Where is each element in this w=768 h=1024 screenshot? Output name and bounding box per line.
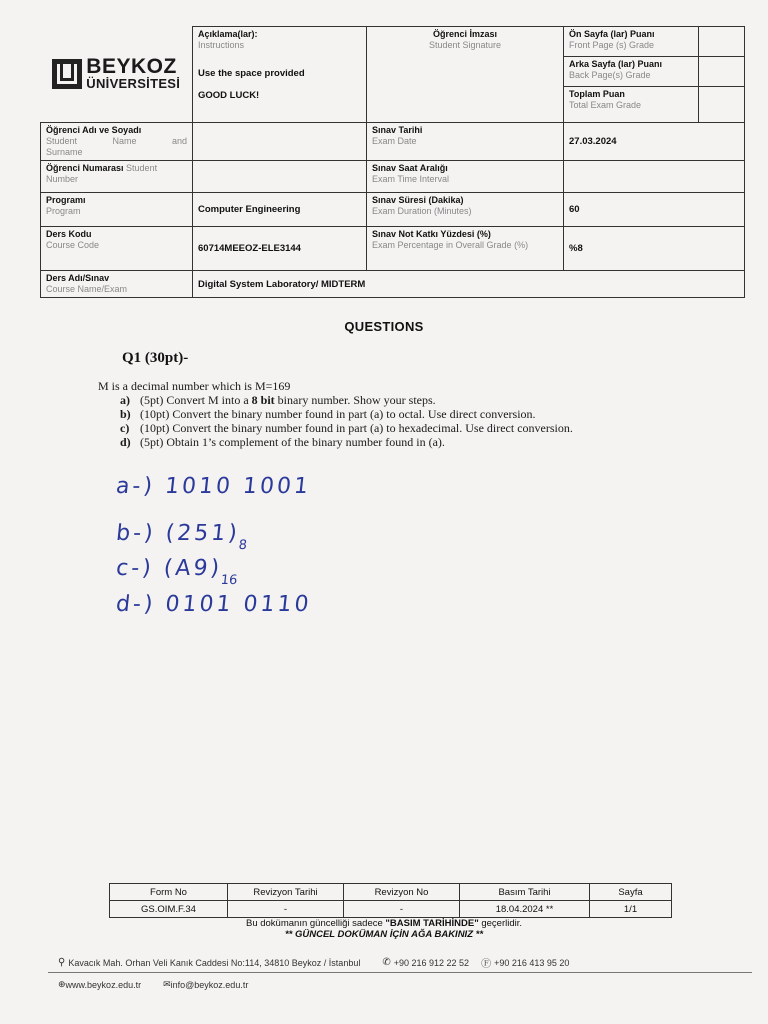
- course-code-label-en: Course Code: [46, 240, 100, 250]
- instructions-line-2: GOOD LUCK!: [198, 90, 260, 101]
- contact-line: [58, 955, 569, 970]
- answer-b-subscript: 8: [237, 538, 248, 554]
- back-grade-label-tr: Arka Sayfa (lar) Puanı: [569, 59, 663, 69]
- q1-body: [98, 379, 573, 449]
- instructions-label-en: Instructions: [198, 40, 245, 50]
- student-name-label-en-4: Surname: [46, 147, 83, 157]
- exam-percentage-label-tr: Sınav Not Katkı Yüzdesi (%): [372, 229, 491, 239]
- website-link[interactable]: www.beykoz.edu.tr: [65, 979, 142, 990]
- program-value: Computer Engineering: [198, 204, 301, 215]
- exam-duration-value-cell: [564, 193, 745, 227]
- exam-date-value-cell: [564, 123, 745, 161]
- exam-duration-label-cell: [367, 193, 564, 227]
- program-label-tr: Programı: [46, 195, 86, 205]
- signature-label-en: Student Signature: [428, 40, 502, 50]
- handwritten-answer-c: [114, 556, 240, 589]
- footer-note-2: ** GÜNCEL DOKÜMAN İÇİN AĞA BAKINIZ **: [284, 929, 484, 940]
- back-grade-label-en: Back Page(s) Grade: [569, 70, 651, 80]
- footer-header-print-date: Basım Tarihi: [460, 884, 590, 901]
- exam-date-label-cell: [367, 123, 564, 161]
- front-grade-box[interactable]: [699, 27, 744, 57]
- footer-value-form-no: GS.OIM.F.34: [110, 901, 228, 918]
- q1-item-letter: c): [120, 421, 130, 435]
- footer-note: [0, 918, 768, 929]
- course-name-value-cell: [193, 271, 745, 298]
- exam-interval-label-cell: [367, 161, 564, 193]
- footer-note-pre: Bu dokümanın güncelliği sadece: [245, 918, 386, 929]
- course-code-value: 60714MEEOZ-ELE3144: [198, 243, 301, 254]
- footer-value-revision-date: -: [228, 901, 344, 918]
- logo-text-beykoz: BEYKOZ: [86, 55, 177, 79]
- phone-icon: ✆: [382, 957, 391, 968]
- student-name-label-en-1: Student: [46, 136, 78, 146]
- program-label-cell: [41, 193, 193, 227]
- q1-item-a-bold: 8 bit: [251, 393, 275, 407]
- exam-date-label-tr: Sınav Tarihi: [372, 125, 423, 135]
- student-name-label-tr: Öğrenci Adı ve Soyadı: [46, 125, 142, 135]
- questions-heading: QUESTIONS: [344, 319, 424, 334]
- q1-item-d: [120, 435, 573, 449]
- exam-duration-label-tr: Sınav Süresi (Dakika): [372, 195, 464, 205]
- front-grade-label-tr: Ön Sayfa (lar) Puanı: [569, 29, 655, 39]
- grade-labels-cell: [564, 27, 699, 123]
- student-name-label-cell: [41, 123, 193, 161]
- instructions-label-tr: Açıklama(lar):: [198, 29, 258, 39]
- program-label-en: Program: [46, 206, 81, 216]
- handwritten-answer-b: [114, 521, 250, 554]
- exam-percentage-value: %8: [569, 243, 583, 254]
- footer-value-print-date: 18.04.2024 **: [460, 901, 590, 918]
- q1-item-c: [120, 421, 573, 435]
- handwritten-answer-d: d-) 0101 0110: [114, 592, 313, 617]
- footer-note-post: geçerlidir.: [478, 918, 523, 929]
- student-name-label-en-3: and: [171, 136, 187, 146]
- document-control-table: [109, 883, 672, 918]
- exam-header-table: [40, 26, 745, 298]
- exam-percentage-value-cell: [564, 227, 745, 271]
- globe-icon: ⊕: [58, 979, 66, 989]
- student-number-label-cell: [41, 161, 193, 193]
- location-pin-icon: ⚲: [58, 957, 66, 968]
- address-text: Kavacık Mah. Orhan Veli Kanık Caddesi No:114, 34810 Beykoz / İstanbul: [68, 957, 361, 968]
- university-logo: [41, 27, 193, 123]
- student-number-label-en-a: Student: [126, 163, 158, 173]
- back-grade-box[interactable]: [699, 57, 744, 87]
- exam-percentage-label-en: Exam Percentage in Overall Grade (%): [372, 240, 529, 250]
- answer-c-main: c-) (A9): [114, 556, 224, 581]
- handwritten-answer-a: a-) 1010 1001: [114, 474, 313, 499]
- course-code-label-tr: Ders Kodu: [46, 229, 92, 239]
- q1-item-text: (10pt) Convert the binary number found in part (a) to octal. Use direct conversion.: [140, 407, 536, 421]
- logo-text-universitesi: ÜNİVERSİTESİ: [86, 76, 181, 92]
- student-signature-field[interactable]: [367, 27, 564, 123]
- program-value-cell: [193, 193, 367, 227]
- footer-value-revision-no: -: [344, 901, 460, 918]
- exam-duration-label-en: Exam Duration (Minutes): [372, 206, 472, 216]
- instructions-cell: [193, 27, 367, 123]
- exam-interval-label-tr: Sınav Saat Aralığı: [372, 163, 448, 173]
- logo-mark-icon: [52, 59, 82, 89]
- footer-header-page: Sayfa: [590, 884, 672, 901]
- answer-c-subscript: 16: [219, 573, 239, 589]
- exam-date-label-en: Exam Date: [372, 136, 417, 146]
- instructions-line-1: Use the space provided: [198, 68, 305, 79]
- q1-intro: M is a decimal number which is M=169: [98, 379, 291, 393]
- footer-header-revision-no: Revizyon No: [344, 884, 460, 901]
- total-grade-label-tr: Toplam Puan: [569, 89, 625, 99]
- q1-item-a-pre: (5pt) Convert M into a: [140, 393, 252, 407]
- exam-date-value: 27.03.2024: [569, 136, 617, 147]
- q1-item-letter: b): [120, 407, 131, 421]
- student-name-label-en-2: Name: [112, 136, 137, 146]
- q1-item-letter: d): [120, 435, 131, 449]
- exam-percentage-label-cell: [367, 227, 564, 271]
- grade-values-cell: [699, 27, 745, 123]
- fax-icon: Ⓕ: [481, 959, 492, 970]
- front-grade-label-en: Front Page (s) Grade: [569, 40, 655, 50]
- student-name-field[interactable]: [193, 123, 367, 161]
- fax-text: +90 216 413 95 20: [494, 957, 570, 968]
- q1-item-b: [120, 407, 573, 421]
- total-grade-label-en: Total Exam Grade: [569, 100, 642, 110]
- q1-item-a: [120, 393, 573, 407]
- footer-header-form-no: Form No: [110, 884, 228, 901]
- phone-text: +90 216 912 22 52: [393, 957, 470, 968]
- course-code-label-cell: [41, 227, 193, 271]
- q1-title: Q1 (30pt)-: [122, 350, 189, 366]
- q1-item-text: (10pt) Convert the binary number found in part (a) to hexadecimal. Use direct conversion.: [140, 421, 573, 435]
- course-name-label-tr: Ders Adı/Sınav: [46, 273, 110, 283]
- footer-header-revision-date: Revizyon Tarihi: [228, 884, 344, 901]
- exam-duration-value: 60: [569, 204, 580, 215]
- exam-interval-label-en: Exam Time Interval: [372, 174, 450, 184]
- student-number-field[interactable]: [193, 161, 367, 193]
- student-number-label-tr: Öğrenci Numarası: [46, 163, 124, 173]
- signature-label-tr: Öğrenci İmzası: [432, 29, 498, 39]
- q1-item-text: (5pt) Obtain 1’s complement of the binary number found in (a).: [140, 435, 445, 449]
- course-name-label-en: Course Name/Exam: [46, 284, 128, 294]
- total-grade-box[interactable]: [699, 87, 744, 121]
- email-link[interactable]: info@beykoz.edu.tr: [170, 979, 249, 990]
- student-number-label-en-b: Number: [46, 174, 79, 184]
- answer-b-main: b-) (251): [114, 521, 242, 546]
- exam-interval-value-cell[interactable]: [564, 161, 745, 193]
- course-name-value: Digital System Laboratory/ MIDTERM: [198, 278, 366, 290]
- q1-item-a-post: binary number. Show your steps.: [274, 393, 436, 407]
- footer-note-bold: "BASIM TARİHİNDE": [385, 918, 479, 929]
- footer-value-page: 1/1: [590, 901, 672, 918]
- web-contact-line: [58, 979, 248, 990]
- course-name-label-cell: [41, 271, 193, 298]
- footer-divider: [48, 972, 752, 973]
- q1-item-letter: a): [120, 393, 130, 407]
- mail-icon: ✉: [163, 979, 171, 989]
- course-code-value-cell: [193, 227, 367, 271]
